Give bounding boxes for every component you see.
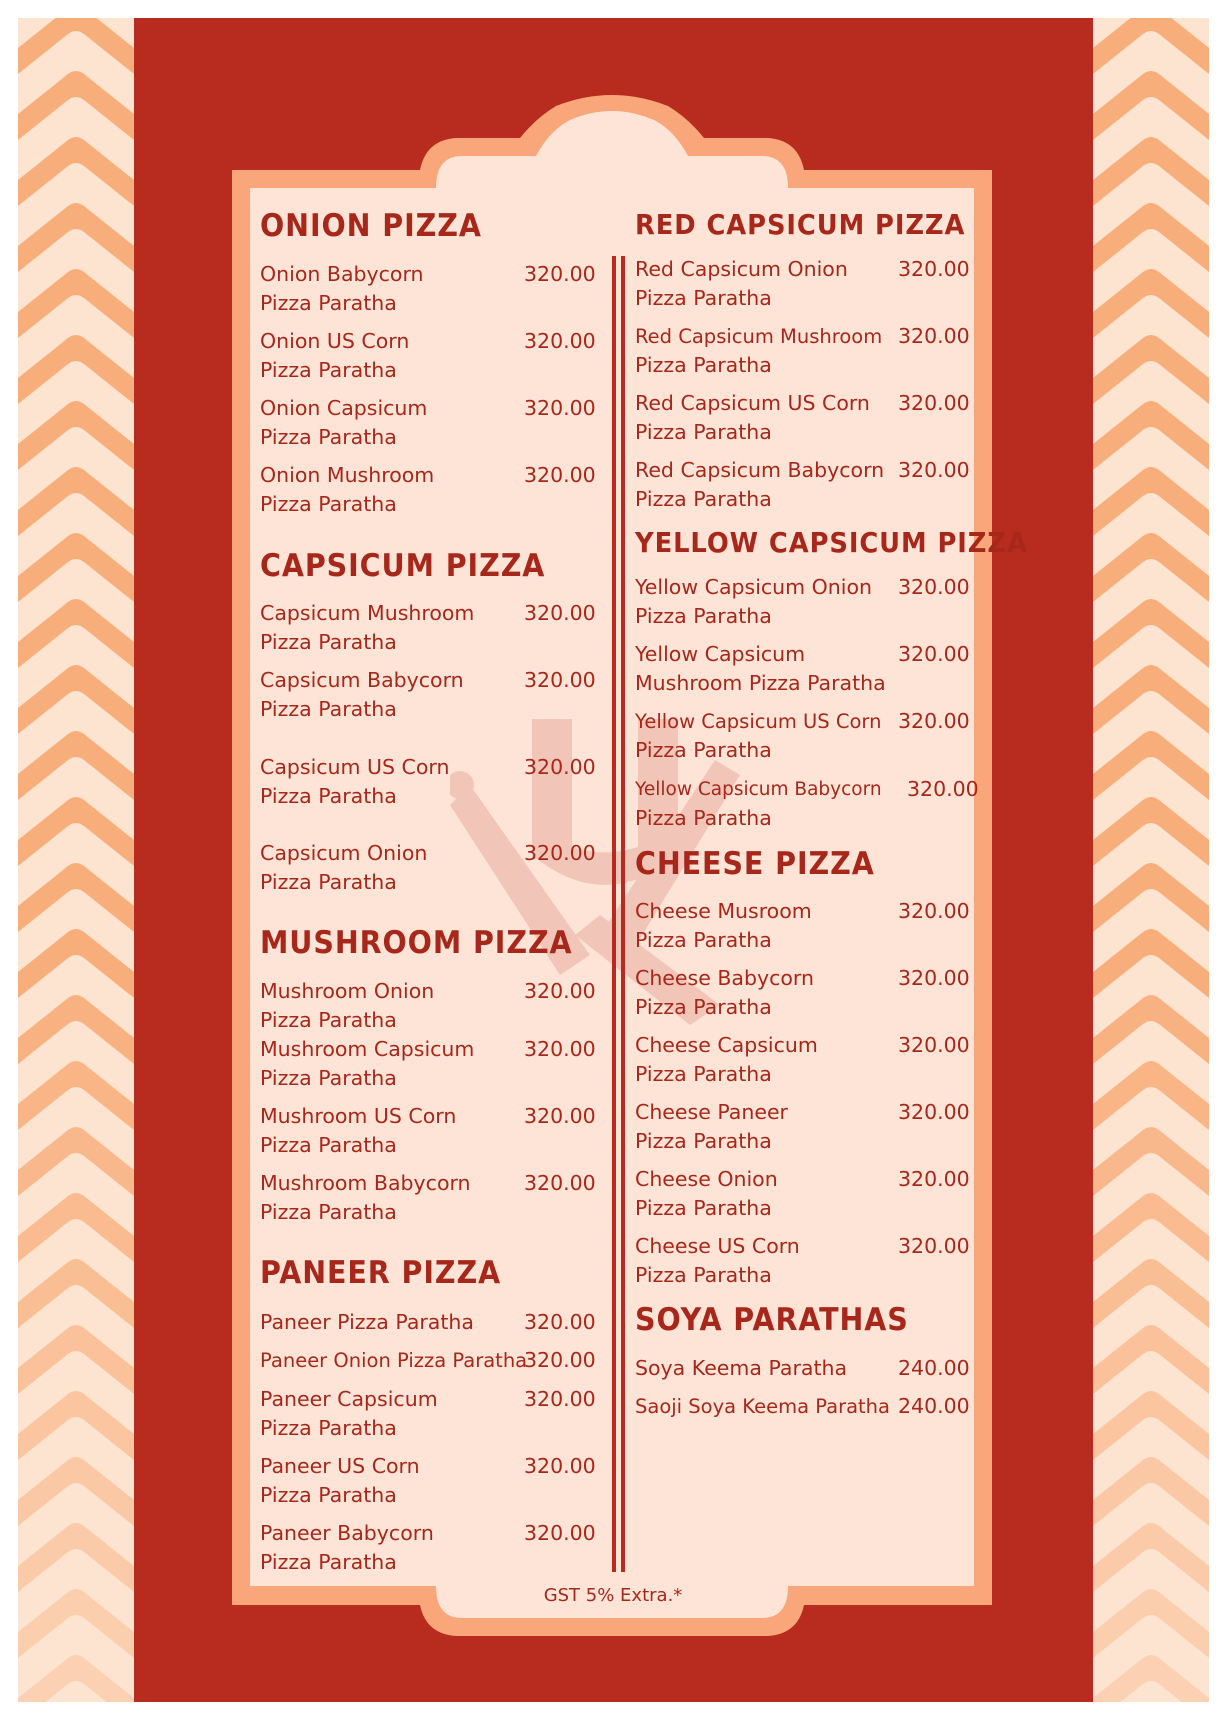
item-price: 320.00 xyxy=(524,1171,596,1195)
item-name: Onion US Corn Pizza Paratha xyxy=(260,329,410,382)
item-price: 320.00 xyxy=(524,1310,596,1334)
item-name: Red Capsicum Mushroom Pizza Paratha xyxy=(635,325,883,377)
item-name: Onion Babycorn Pizza Paratha xyxy=(260,262,424,315)
item-name: Cheese Babycorn Pizza Paratha xyxy=(635,966,814,1019)
item-price: 320.00 xyxy=(898,1234,970,1258)
item-price: 320.00 xyxy=(898,1100,970,1124)
item-name: Soya Keema Paratha xyxy=(635,1356,848,1380)
item-name: Cheese Onion Pizza Paratha xyxy=(635,1167,778,1220)
item-name: Red Capsicum US Corn Pizza Paratha xyxy=(635,391,870,444)
item-name: Paneer US Corn Pizza Paratha xyxy=(260,1454,420,1507)
item-name: Red Capsicum Onion Pizza Paratha xyxy=(635,257,848,310)
item-price: 320.00 xyxy=(524,329,596,353)
item-price: 320.00 xyxy=(524,1454,596,1478)
item-name: Capsicum Mushroom Pizza Paratha xyxy=(260,601,475,654)
item-name: Saoji Soya Keema Paratha xyxy=(635,1395,890,1418)
item-price: 320.00 xyxy=(524,262,596,286)
item-price: 320.00 xyxy=(524,396,596,420)
item-name: Cheese Paneer Pizza Paratha xyxy=(635,1100,788,1153)
section-heading-cheese-pizza: CHEESE PIZZA xyxy=(635,846,875,882)
item-name: Red Capsicum Babycorn Pizza Paratha xyxy=(635,458,885,511)
item-price: 320.00 xyxy=(898,1033,970,1057)
item-name: Onion Mushroom Pizza Paratha xyxy=(260,463,435,516)
item-price: 320.00 xyxy=(524,755,596,779)
section-heading-onion-pizza: ONION PIZZA xyxy=(260,208,482,244)
section-heading-soya-parathas: SOYA PARATHAS xyxy=(635,1302,909,1338)
item-name: Cheese Capsicum Pizza Paratha xyxy=(635,1033,818,1086)
item-name: Yellow Capsicum Mushroom Pizza Paratha xyxy=(635,642,886,695)
section-heading-paneer-pizza: PANEER PIZZA xyxy=(260,1255,502,1291)
item-name: Mushroom Capsicum Pizza Paratha xyxy=(260,1037,475,1090)
item-name: Yellow Capsicum US Corn Pizza Paratha xyxy=(635,710,882,762)
item-name: Cheese US Corn Pizza Paratha xyxy=(635,1234,800,1287)
section-heading-yellow-capsicum-pizza: YELLOW CAPSICUM PIZZA xyxy=(635,526,1028,559)
section-heading-capsicum-pizza: CAPSICUM PIZZA xyxy=(260,548,546,584)
item-name: Paneer Onion Pizza Paratha xyxy=(260,1349,528,1372)
item-price: 320.00 xyxy=(524,979,596,1003)
section-heading-red-capsicum-pizza: RED CAPSICUM PIZZA xyxy=(635,208,966,241)
item-price: 320.00 xyxy=(898,899,970,923)
item-name: Paneer Capsicum Pizza Paratha xyxy=(260,1387,438,1440)
item-name: Paneer Babycorn Pizza Paratha xyxy=(260,1521,434,1574)
item-price: 320.00 xyxy=(524,1037,596,1061)
item-name: Yellow Capsicum Onion Pizza Paratha xyxy=(635,575,873,628)
item-name: Capsicum US Corn Pizza Paratha xyxy=(260,755,450,808)
item-price: 320.00 xyxy=(524,668,596,692)
item-name: Mushroom US Corn Pizza Paratha xyxy=(260,1104,457,1157)
item-price: 320.00 xyxy=(524,841,596,865)
item-name: Onion Capsicum Pizza Paratha xyxy=(260,396,428,449)
item-price: 320.00 xyxy=(524,1104,596,1128)
item-price: 320.00 xyxy=(524,601,596,625)
item-price: 320.00 xyxy=(898,1167,970,1191)
item-price: 320.00 xyxy=(907,777,979,801)
item-name: Yellow Capsicum Babycorn Pizza Paratha xyxy=(635,779,882,830)
item-price: 320.00 xyxy=(898,458,970,482)
item-price: 320.00 xyxy=(524,463,596,487)
item-price: 320.00 xyxy=(898,257,970,281)
item-price: 320.00 xyxy=(898,391,970,415)
item-name: Mushroom Onion Pizza Paratha xyxy=(260,979,435,1032)
item-price: 240.00 xyxy=(898,1356,970,1380)
item-price: 320.00 xyxy=(524,1348,596,1372)
item-name: Capsicum Onion Pizza Paratha xyxy=(260,841,428,894)
item-name: Mushroom Babycorn Pizza Paratha xyxy=(260,1171,471,1224)
gst-note: GST 5% Extra.* xyxy=(543,1585,683,1606)
item-price: 320.00 xyxy=(898,709,970,733)
item-name: Cheese Musroom Pizza Paratha xyxy=(635,899,812,952)
item-price: 320.00 xyxy=(524,1387,596,1411)
item-name: Paneer Pizza Paratha xyxy=(260,1310,474,1334)
column-divider xyxy=(612,256,626,1572)
item-price: 320.00 xyxy=(898,324,970,348)
item-price: 320.00 xyxy=(898,966,970,990)
item-price: 320.00 xyxy=(898,642,970,666)
item-price: 240.00 xyxy=(898,1394,970,1418)
item-price: 320.00 xyxy=(898,575,970,599)
section-heading-mushroom-pizza: MUSHROOM PIZZA xyxy=(260,925,573,961)
item-name: Capsicum Babycorn Pizza Paratha xyxy=(260,668,464,721)
item-price: 320.00 xyxy=(524,1521,596,1545)
